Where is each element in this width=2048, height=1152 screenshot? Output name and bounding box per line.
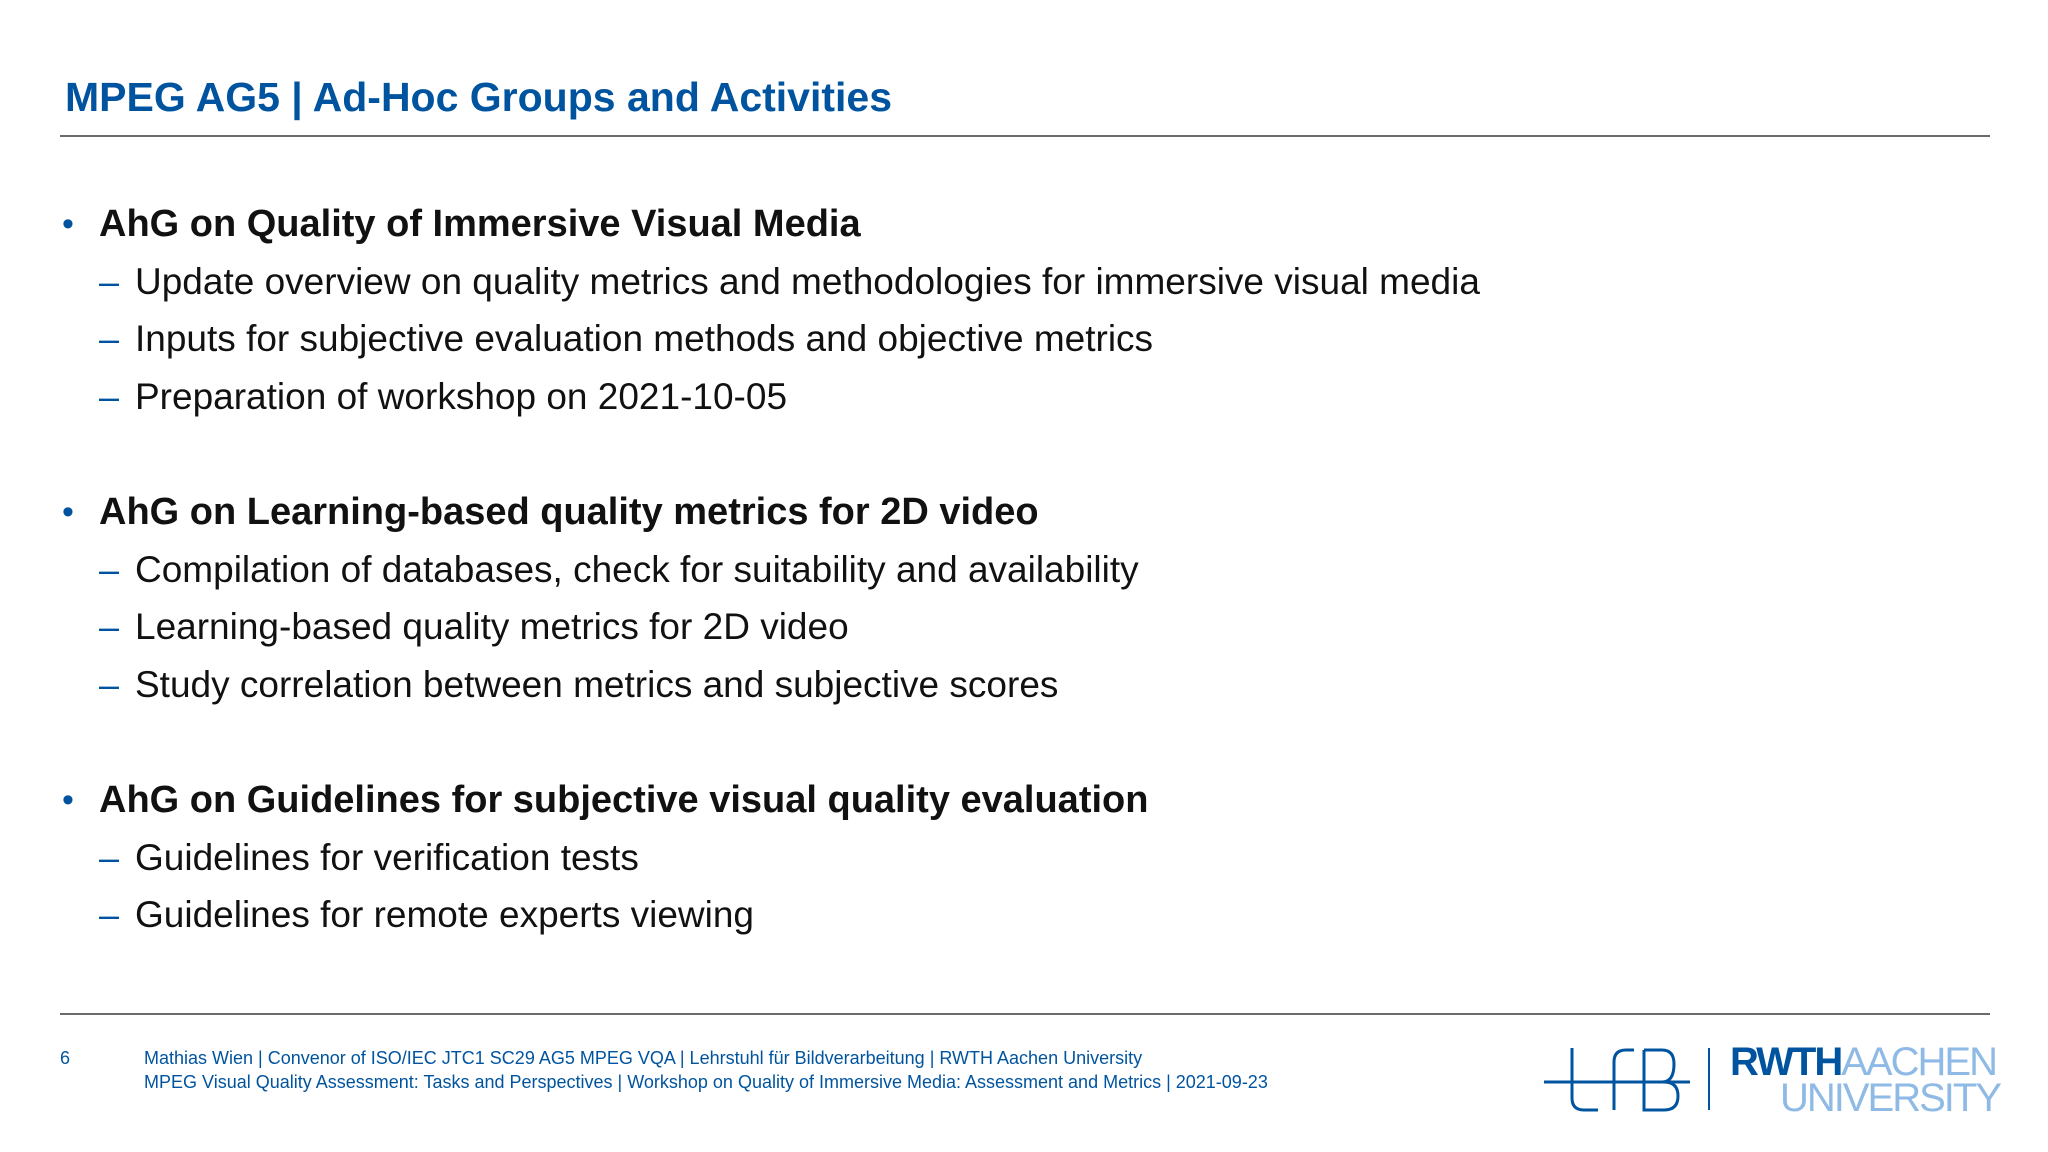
footer-logos [1540, 1040, 2000, 1120]
section-heading: AhG on Quality of Immersive Visual Media [99, 203, 861, 245]
aachen-word: AACHEN [1841, 1040, 1996, 1084]
dash-icon: – [99, 318, 120, 359]
list-item-text: Learning-based quality metrics for 2D video [135, 606, 849, 647]
bullet-icon: • [62, 781, 74, 819]
list-item-text: Update overview on quality metrics and methodologies for immersive visual media [135, 261, 1480, 302]
list-item-text: Inputs for subjective evaluation methods and objective metrics [135, 318, 1154, 359]
dash-icon: – [99, 894, 120, 935]
university-word: UNIVERSITY [1779, 1076, 2000, 1120]
list-item-text: Guidelines for verification tests [135, 837, 639, 878]
list-item-text: Study correlation between metrics and subjective scores [135, 664, 1059, 705]
dash-icon: – [99, 664, 120, 705]
lfb-logo-icon [1540, 1040, 1700, 1120]
section-heading: AhG on Learning-based quality metrics for 2D video [99, 491, 1039, 533]
footer-author-line: Mathias Wien | Convenor of ISO/IEC JTC1 SC29 AG5 MPEG VQA | Lehrstuhl für Bildverarbeitung | RWTH Aachen University [144, 1048, 1143, 1068]
dash-icon: – [99, 606, 120, 647]
logo-separator [1708, 1048, 1710, 1110]
footer-event-line: MPEG Visual Quality Assessment: Tasks and Perspectives | Workshop on Quality of Immersive Media: Assessment and Metrics | 2021-09-23 [144, 1072, 1268, 1092]
page-number: 6 [60, 1048, 71, 1068]
section-heading: AhG on Guidelines for subjective visual quality evaluation [99, 779, 1149, 821]
list-item-text: Guidelines for remote experts viewing [135, 894, 755, 935]
list-item-text: Preparation of workshop on 2021-10-05 [135, 376, 788, 417]
title-divider [60, 135, 1990, 137]
list-item-text: Compilation of databases, check for suitability and availability [135, 549, 1139, 590]
dash-icon: – [99, 837, 120, 878]
bullet-icon: • [62, 493, 74, 531]
dash-icon: – [99, 261, 120, 302]
rwth-word: RWTH [1730, 1040, 1842, 1084]
footer-divider [60, 1013, 1990, 1015]
bullet-icon: • [62, 205, 74, 243]
dash-icon: – [99, 549, 120, 590]
slide-title: MPEG AG5 | Ad-Hoc Groups and Activities [65, 74, 893, 120]
dash-icon: – [99, 376, 120, 417]
rwth-logo [1730, 1040, 2000, 1120]
